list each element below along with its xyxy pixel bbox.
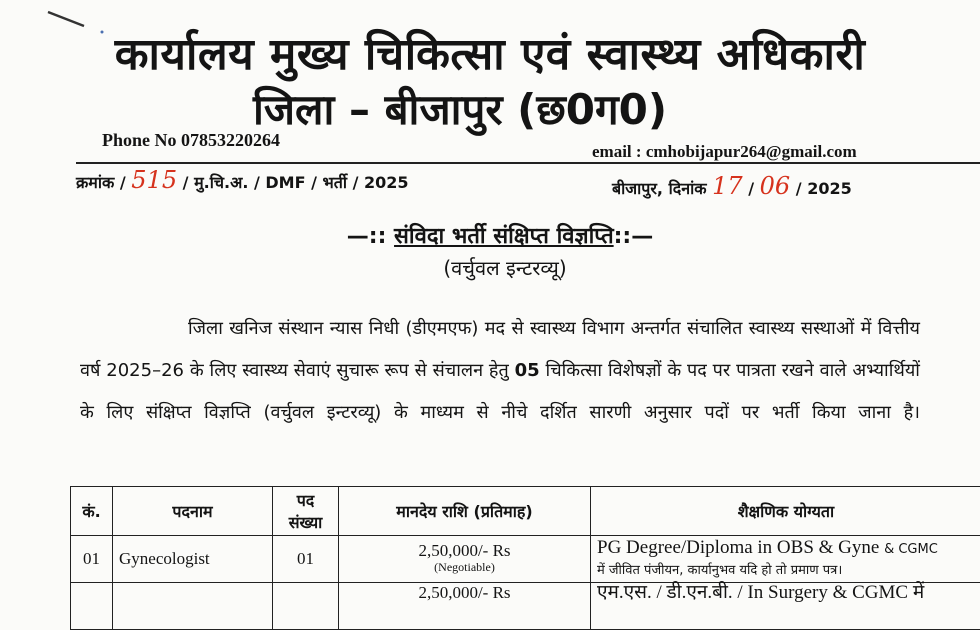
notice-title: —:: संविदा भर्ती संक्षिप्त विज्ञप्ति::— xyxy=(0,220,980,250)
col-serial: कं. xyxy=(71,487,113,536)
col-post: पदनाम xyxy=(113,487,273,536)
ref-prefix: क्रमांक / xyxy=(76,173,126,192)
ref-handwritten-number: 515 xyxy=(131,166,177,194)
col-qualification: शैक्षणिक योग्यता xyxy=(591,487,980,536)
date-month: 06 xyxy=(760,172,791,200)
date-year: / 2025 xyxy=(796,179,852,198)
notice-subtitle: (वर्चुवल इन्टरव्यू) xyxy=(0,254,980,281)
table-header-row xyxy=(71,487,980,536)
vacancy-table xyxy=(70,486,980,630)
email-line xyxy=(592,142,857,162)
table-row: 2,50,000/- Rs एम.एस. / डी.एन.बी. / In Surgery & CGMC में xyxy=(71,583,980,630)
date-day: 17 xyxy=(712,172,743,200)
district-title: जिला – बीजापुर (छ0ग0) xyxy=(0,80,920,137)
date-prefix: बीजापुर, दिनांक xyxy=(612,179,707,198)
table-row: 01 Gynecologist 01 2,50,000/- Rs (Negotiable) PG Degree/Diploma in OBS & Gyne & CGMC में जीवित पंजीयन, कार्यानुभव यदि हो तो प्रमाण पत्र। xyxy=(71,536,980,583)
office-title: कार्यालय मुख्य चिकित्सा एवं स्वास्थ्य अधिकारी xyxy=(0,22,980,82)
reference-date: बीजापुर, दिनांक 17 / 06 / 2025 xyxy=(612,172,852,200)
col-count: पद संख्या xyxy=(273,487,339,536)
header-divider xyxy=(76,162,980,164)
notice-paragraph: जिला खनिज संस्थान न्यास निधी (डीएमएफ) मद से स्वास्थ्य विभाग अन्तर्गत संचालित स्वास्थ्य सस्थाओं में वित्तीय वर्ष 2025–26 के लिए स्वास्थ्य सेवाएं सुचारू रूप से संचालन हेतु 05 चिकित्सा विशेषज्ञों के पद पर पात्रता रखने वाले अभ्यार्थियों के लिए संक्षिप्त विज्ञप्ति (वर्चुवल इन्टरव्यू) के माध्यम से नीचे दर्शित सारणी अनुसार पदों पर भर्ती किया जाना है। xyxy=(80,308,920,434)
col-salary: मानदेय राशि (प्रतिमाह) xyxy=(339,487,591,536)
reference-number xyxy=(76,166,409,194)
phone-number: Phone No 07853220264 xyxy=(102,130,280,151)
email-label: email : xyxy=(592,142,642,161)
email-address[interactable]: cmhobijapur264@gmail.com xyxy=(646,142,857,161)
ref-rest: / मु.चि.अ. / DMF / भर्ती / 2025 xyxy=(183,173,409,192)
